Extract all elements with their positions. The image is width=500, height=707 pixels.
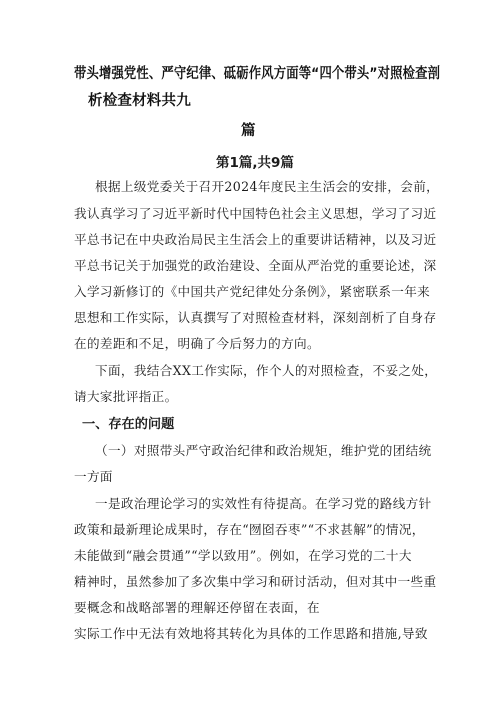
document-subtitle: 第1篇,共9篇 — [216, 155, 294, 171]
document-title-line-2: 析检查材料共九 — [88, 93, 191, 109]
paragraph-3-line-5: 要概念和战略部署的理解还停留在表面，在 — [74, 600, 320, 615]
sub-heading-line-2: 一方面 — [74, 469, 113, 484]
paragraph-3-line-1: 一是政治理论学习的实效性有待提高。在学习党的路线方针 — [95, 496, 432, 511]
paragraph-1-line-2: 我认真学习了习近平新时代中国特色社会主义思想，学习了习近 — [74, 206, 437, 221]
paragraph-3-line-4: 精神时，虽然参加了多次集中学习和研讨活动，但对其中一些重 — [74, 574, 437, 589]
document-title-line-1: 带头增强党性、严守纪律、砥砺作风方面等“四个带头”对照检查剖 — [74, 66, 441, 82]
section-heading: 一、存在的问题 — [82, 417, 175, 432]
paragraph-1-line-5: 入学习新修订的《中国共产党纪律处分条例》，紧密联系一年来 — [74, 284, 431, 299]
paragraph-3-line-3: 未能做到“融会贯通”“学以致用”。例如，在学习党的二十大 — [74, 548, 412, 563]
paragraph-1-line-4: 平总书记关于加强党的政治建设、全面从严治党的重要论述，深 — [74, 258, 437, 273]
paragraph-2-line-1: 下面，我结合XX工作实际，作个人的对照检查，不妥之处， — [95, 363, 438, 378]
paragraph-2-line-2: 请大家批评指正。 — [74, 389, 178, 404]
paragraph-3-line-2: 政策和最新理论成果时，存在“囫囵吞枣”“不求甚解”的情况， — [74, 522, 425, 537]
paragraph-1-line-3: 平总书记在中央政治局民主生活会上的重要讲话精神，以及习近 — [74, 232, 437, 247]
sub-heading-line-1: （一）对照带头严守政治纪律和政治规矩，维护党的团结统 — [95, 443, 432, 458]
paragraph-1-line-1: 根据上级党委关于召开2024年度民主生活会的安排，会前， — [95, 179, 440, 194]
paragraph-1-line-6: 思想和工作实际，认真撰写了对照检查材料，深刻剖析了自身存 — [74, 310, 437, 325]
paragraph-3-line-6: 实际工作中无法有效地将其转化为具体的工作思路和措施,导致 — [74, 626, 428, 641]
document-title-line-3: 篇 — [241, 123, 256, 139]
paragraph-1-line-7: 在的差距和不足，明确了今后努力的方向。 — [74, 336, 320, 351]
